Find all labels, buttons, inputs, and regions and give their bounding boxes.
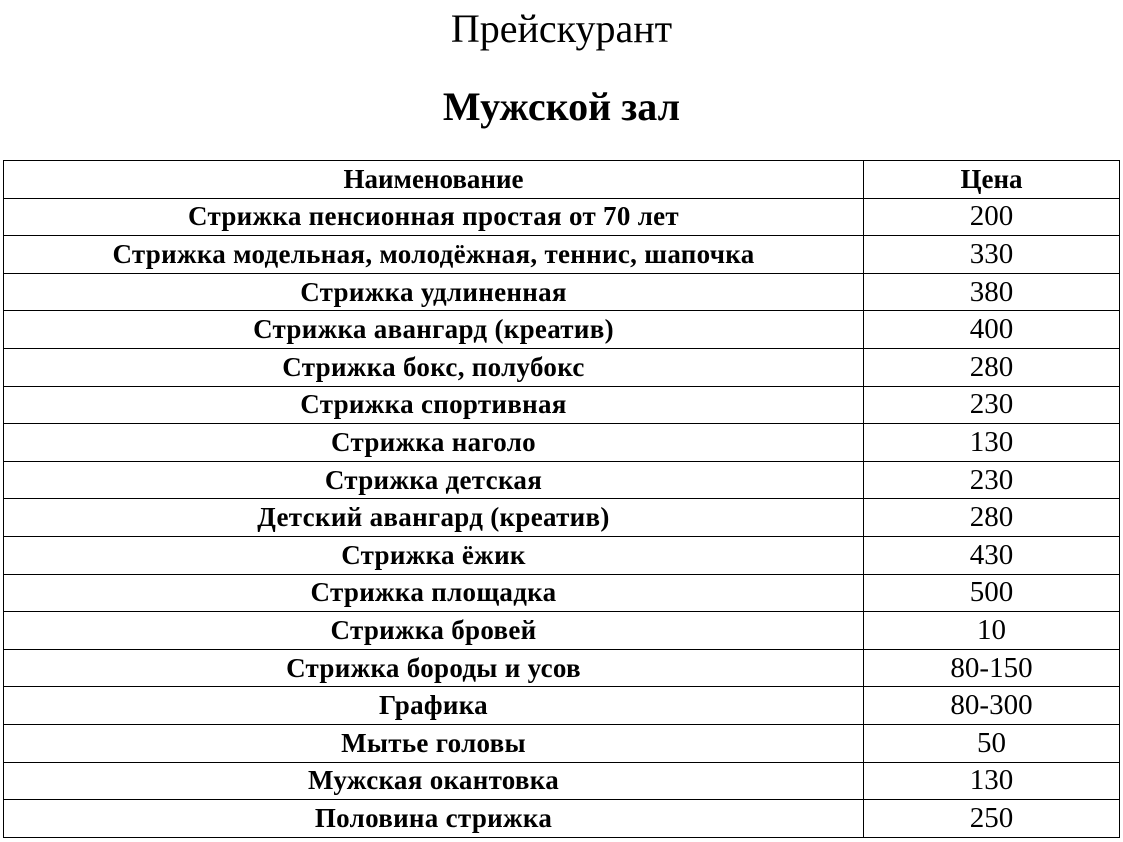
table-row <box>4 649 1120 687</box>
table-row <box>4 499 1120 537</box>
service-price: 200 <box>864 198 1120 236</box>
service-name: Стрижка ёжик <box>4 536 864 574</box>
table-header-row <box>4 161 1120 199</box>
service-price: 80-300 <box>864 687 1120 725</box>
service-price: 50 <box>864 724 1120 762</box>
service-price: 400 <box>864 311 1120 349</box>
service-name: Графика <box>4 687 864 725</box>
service-name: Стрижка модельная, молодёжная, теннис, шапочка <box>4 236 864 274</box>
service-name: Детский авангард (креатив) <box>4 499 864 537</box>
table-row <box>4 386 1120 424</box>
table-row <box>4 762 1120 800</box>
price-table <box>3 160 1120 838</box>
table-row <box>4 687 1120 725</box>
service-name: Мужская окантовка <box>4 762 864 800</box>
table-row <box>4 311 1120 349</box>
header-name: Наименование <box>4 161 864 199</box>
service-price: 80-150 <box>864 649 1120 687</box>
table-row <box>4 724 1120 762</box>
table-row <box>4 800 1120 838</box>
service-price: 130 <box>864 762 1120 800</box>
service-name: Стрижка удлиненная <box>4 273 864 311</box>
service-price: 230 <box>864 386 1120 424</box>
table-row <box>4 461 1120 499</box>
service-name: Половина стрижка <box>4 800 864 838</box>
table-row <box>4 273 1120 311</box>
service-name: Стрижка детская <box>4 461 864 499</box>
page-title: Прейскурант <box>450 6 673 51</box>
service-price: 380 <box>864 273 1120 311</box>
service-name: Мытье головы <box>4 724 864 762</box>
table-row <box>4 536 1120 574</box>
service-price: 330 <box>864 236 1120 274</box>
service-name: Стрижка пенсионная простая от 70 лет <box>4 198 864 236</box>
service-name: Стрижка бровей <box>4 612 864 650</box>
service-price: 280 <box>864 348 1120 386</box>
section-title: Мужской зал <box>442 84 681 129</box>
service-price: 280 <box>864 499 1120 537</box>
table-row <box>4 348 1120 386</box>
table-row <box>4 424 1120 462</box>
service-name: Стрижка спортивная <box>4 386 864 424</box>
table-row <box>4 612 1120 650</box>
service-price: 430 <box>864 536 1120 574</box>
table-row <box>4 574 1120 612</box>
service-name: Стрижка площадка <box>4 574 864 612</box>
service-name: Стрижка наголо <box>4 424 864 462</box>
service-price: 500 <box>864 574 1120 612</box>
service-price: 230 <box>864 461 1120 499</box>
service-name: Стрижка бокс, полубокс <box>4 348 864 386</box>
service-price: 10 <box>864 612 1120 650</box>
service-price: 250 <box>864 800 1120 838</box>
table-row <box>4 198 1120 236</box>
header-price: Цена <box>864 161 1120 199</box>
service-name: Стрижка авангард (креатив) <box>4 311 864 349</box>
service-name: Стрижка бороды и усов <box>4 649 864 687</box>
service-price: 130 <box>864 424 1120 462</box>
table-row <box>4 236 1120 274</box>
